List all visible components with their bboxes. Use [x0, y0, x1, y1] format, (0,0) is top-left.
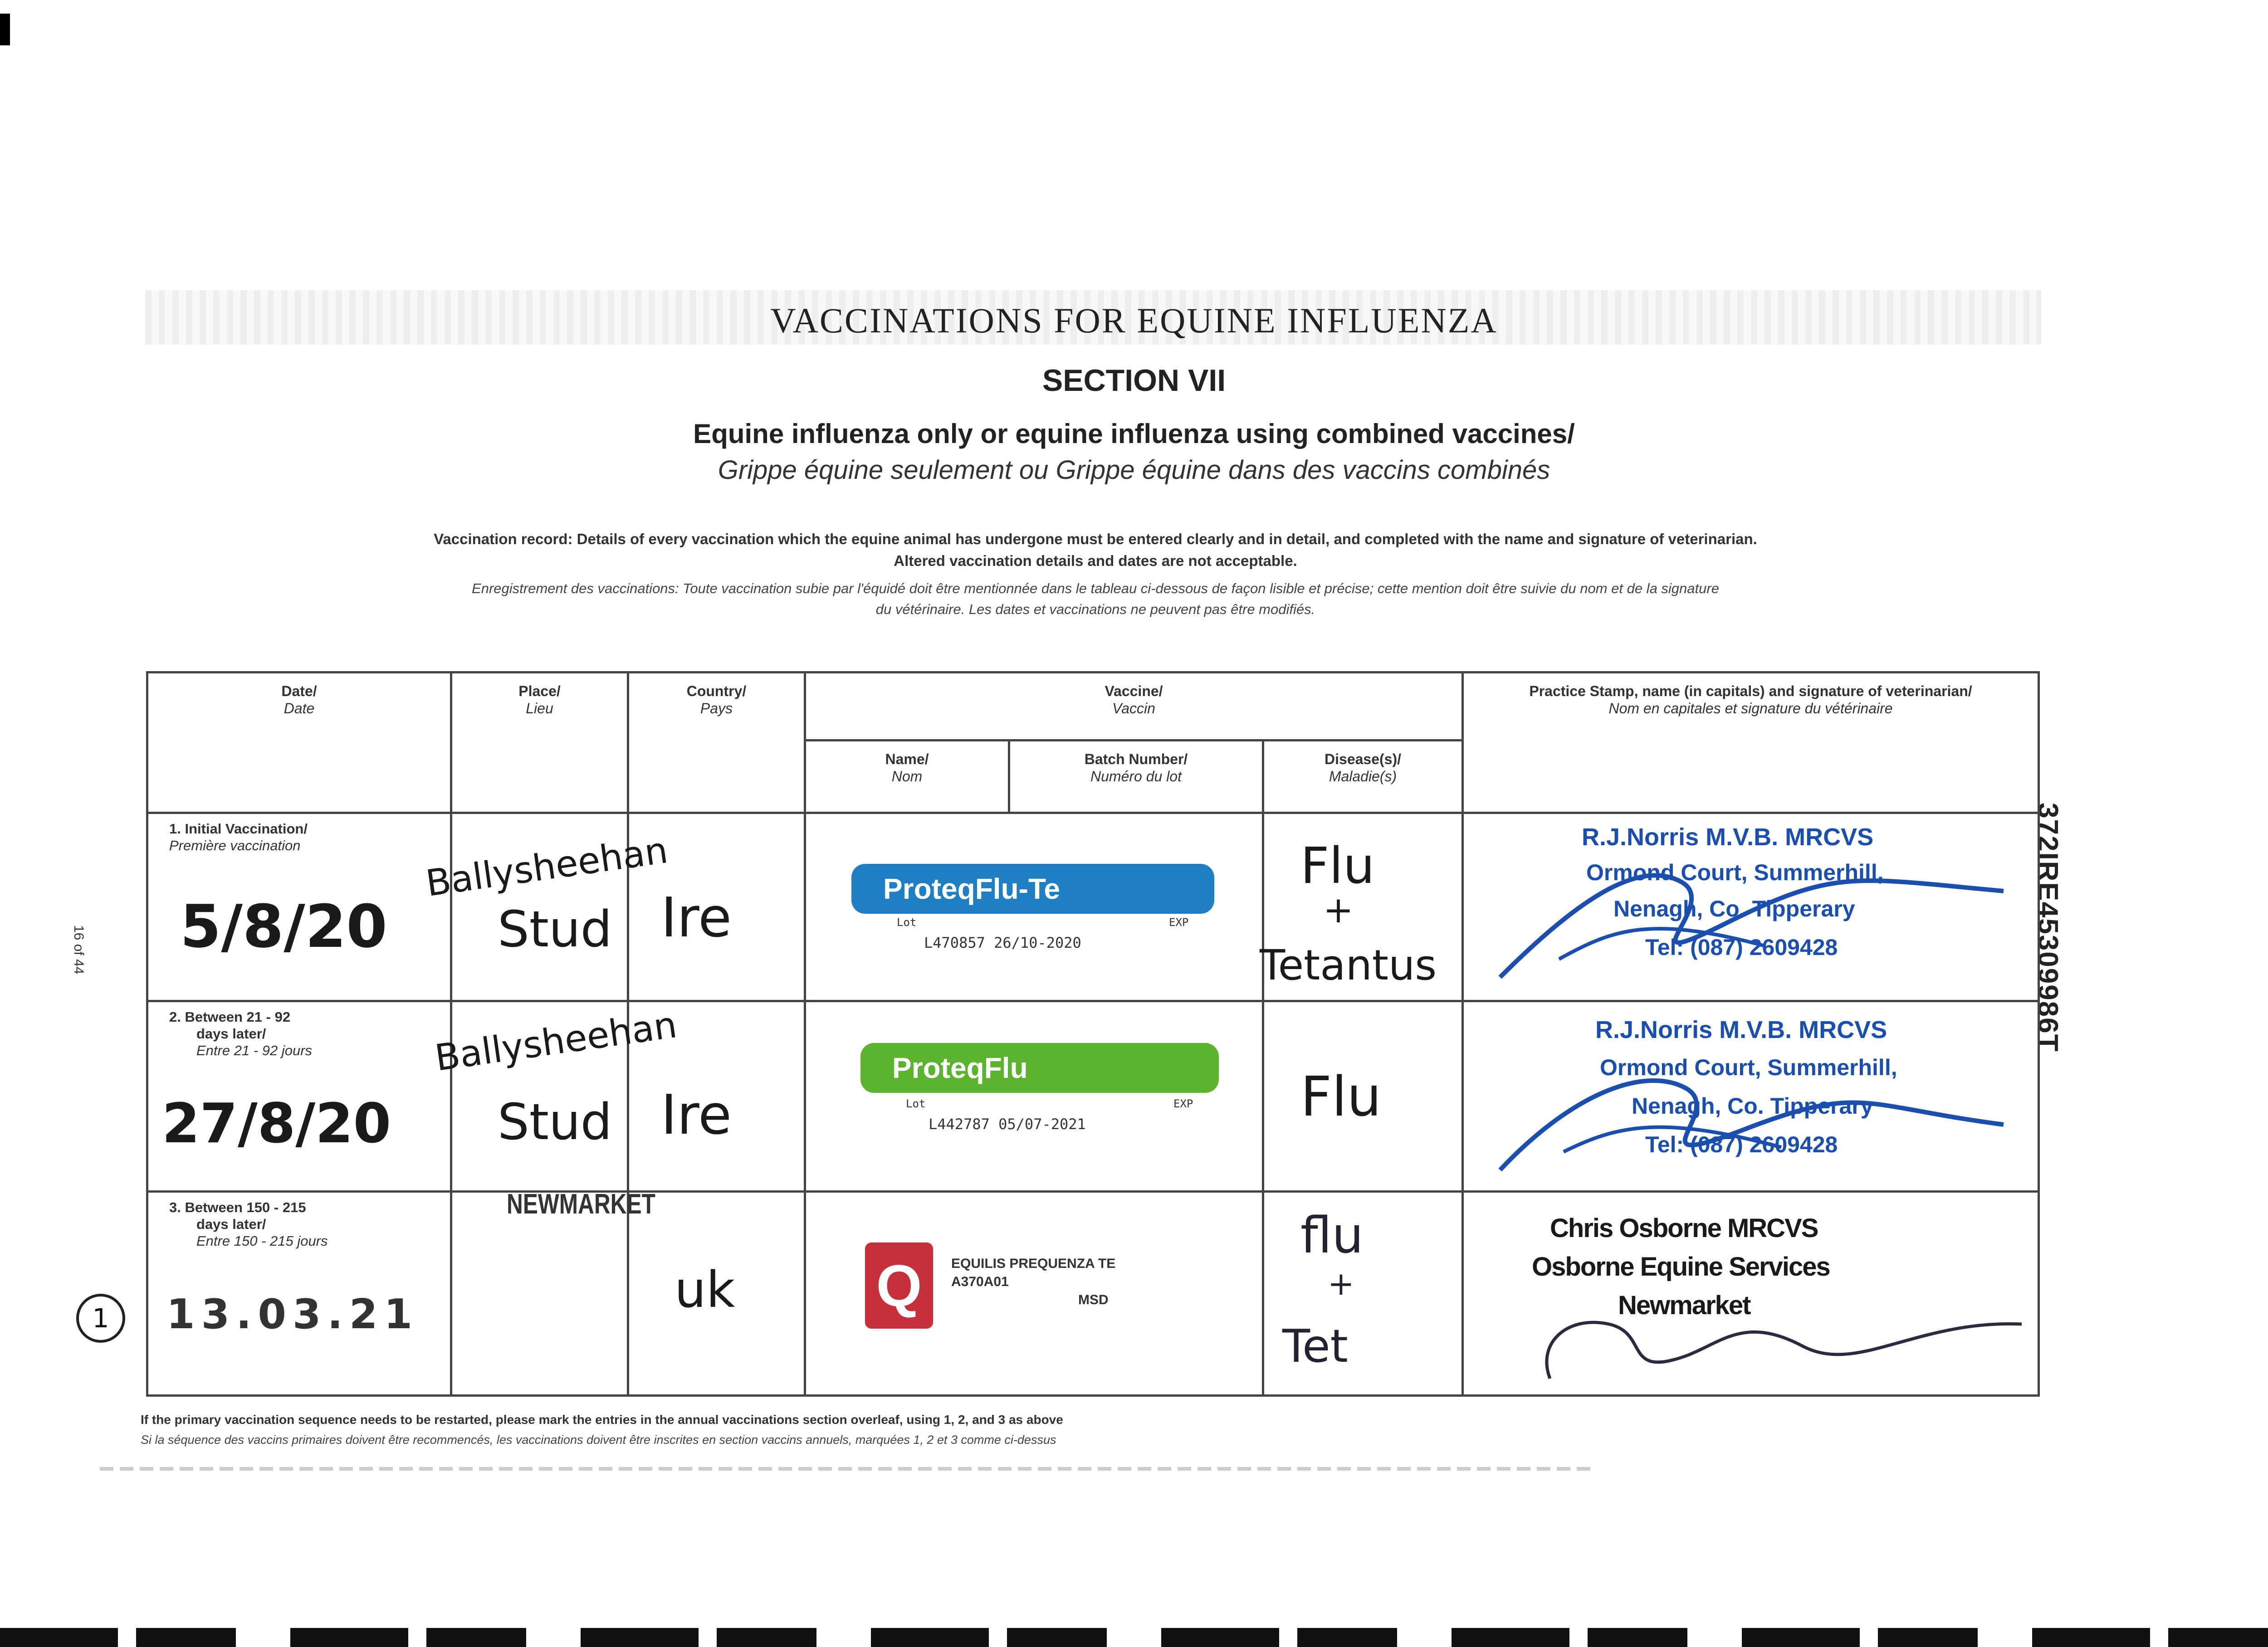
table-row: [147, 1001, 2039, 1192]
subtitle-en: Equine influenza only or equine influenza using combined vaccines/: [693, 419, 1575, 449]
lot-label: Lot: [906, 1097, 926, 1110]
row-3-place-cell: [451, 1189, 655, 1396]
exp-label: EXP: [1173, 1097, 1193, 1110]
record-en-line-1: Vaccination record: Details of every vaccination which the equine animal has undergone must be entered clearly and in detail, and completed with the name and signature of veterinarian.: [434, 531, 1757, 547]
header-country: Country/ Pays: [628, 672, 805, 813]
batch-number: L470857 26/10-2020: [924, 934, 1081, 951]
row-label-2: days later/: [196, 1216, 266, 1232]
record-instructions-fr: [159, 578, 2032, 620]
row-1-place-cell: [423, 813, 670, 1001]
stamp-address-1: Ormond Court, Summerhill,: [1600, 1055, 1897, 1080]
disease-line-2: +: [1323, 889, 1354, 931]
country: Ire: [661, 1084, 732, 1147]
header-place: Place/ Lieu: [451, 672, 628, 813]
signature: [1491, 841, 2013, 986]
signature: [1491, 1038, 2013, 1184]
country: Ire: [661, 887, 732, 950]
section-heading: SECTION VII: [1042, 363, 1226, 398]
stamp-address-1: Ormond Court, Summerhill,: [1586, 860, 1884, 885]
row-1-date-cell: [147, 813, 451, 1001]
row-3-vaccine-cell: [805, 1192, 1263, 1396]
header-batch-number: Batch Number/ Numéro du lot: [1009, 741, 1263, 813]
subtitle-fr: Grippe équine seulement ou Grippe équine dans des vaccins combinés: [718, 455, 1550, 485]
row-label: 3. Between 150 - 215: [169, 1199, 306, 1215]
row-2-disease-cell: [1263, 1001, 1463, 1192]
exp-label: EXP: [1169, 916, 1189, 929]
header-disease: Disease(s)/ Maladie(s): [1263, 741, 1463, 813]
msd-brand: MSD: [1078, 1292, 1109, 1307]
record-fr-line-2: du vétérinaire. Les dates et vaccinations ne peuvent pas être modifiés.: [875, 601, 1315, 617]
header-practice-stamp: Practice Stamp, name (in capitals) and signature of veterinarian/ Nom en capitales et signature du vétérinaire: [1463, 672, 2039, 813]
record-instructions-en: [159, 528, 2032, 572]
row-3-country-cell: [628, 1192, 805, 1396]
vaccine-batch: A370A01: [951, 1274, 1009, 1289]
row-label: 2. Between 21 - 92: [169, 1009, 291, 1025]
place-line-1: Ballysheehan: [423, 829, 670, 905]
row-2-date-cell: [147, 1001, 451, 1192]
stamp-name: R.J.Norris M.V.B. MRCVS: [1595, 1016, 1887, 1043]
footnote-fr: Si la séquence des vaccins primaires doivent être recommencés, les vaccinations doivent être inscrites en section vaccins annuels, marquées 1, 2 et 3 comme ci-dessus: [141, 1433, 1056, 1447]
vaccination-date: 27/8/20: [162, 1092, 391, 1155]
stamp-name: R.J.Norris M.V.B. MRCVS: [1582, 824, 1874, 851]
signature: [1532, 1261, 2031, 1392]
row-label-fr: Première vaccination: [169, 838, 301, 853]
vaccination-date: 13.03.21: [166, 1291, 419, 1338]
disease-line-3: Tet: [1282, 1320, 1348, 1373]
country: uk: [675, 1261, 735, 1319]
row-label-2: days later/: [196, 1026, 266, 1042]
footnote-en: If the primary vaccination sequence needs to be restarted, please mark the entries in the annual vaccinations section overleaf, using 1, 2, and 3 as above: [141, 1413, 1063, 1427]
place-line-2: Stud: [498, 1093, 612, 1151]
row-2-stamp-cell: [1463, 1001, 2039, 1192]
stamp-address-2: Nenagh, Co. Tipperary: [1613, 896, 1855, 921]
header-vaccine-name: Name/ Nom: [805, 741, 1009, 813]
scan-corner-mark: [0, 14, 10, 45]
row-2-country-cell: [628, 1001, 805, 1192]
restart-marker: 1: [76, 1294, 125, 1343]
equilis-q-logo: Q: [865, 1243, 933, 1329]
record-fr-line-1: Enregistrement des vaccinations: Toute vaccination subie par l'équidé doit être mentionnée dans le tableau ci-dessous de façon lisible et précise; cette mention doit être suivie du nom et de la signature: [472, 580, 1719, 596]
row-1-disease-cell: [1260, 813, 1463, 1001]
disease-line-2: +: [1328, 1265, 1354, 1302]
page-number: 16 of 44: [71, 925, 86, 975]
page-title: VACCINATIONS FOR EQUINE INFLUENZA: [770, 301, 1498, 340]
header-date: Date/ Date: [147, 672, 451, 813]
stamp-address-2: Nenagh, Co. Tipperary: [1632, 1093, 1873, 1119]
row-label-fr: Entre 21 - 92 jours: [196, 1043, 313, 1058]
footer-divider: [100, 1467, 1597, 1471]
stamp-phone: Tel: (087) 2609428: [1645, 935, 1838, 960]
batch-number: L442787 05/07-2021: [929, 1116, 1086, 1133]
row-2-place-cell: [432, 1001, 679, 1192]
row-2-vaccine-cell: [805, 1001, 1263, 1192]
row-3-stamp-cell: [1463, 1192, 2039, 1396]
record-en-line-2: Altered vaccination details and dates are not acceptable.: [894, 552, 1297, 569]
row-3-disease-cell: [1263, 1192, 1463, 1396]
vaccination-date: 5/8/20: [180, 892, 387, 961]
proteqflu-logo: ProteqFlu: [860, 1043, 1219, 1093]
proteqflu-te-logo: ProteqFlu-Te: [851, 864, 1214, 914]
row-1-country-cell: [628, 813, 805, 1001]
passport-code: 372IRE45309986T: [2032, 803, 2063, 1053]
table-row: [147, 1192, 2039, 1396]
lot-label: Lot: [897, 916, 917, 929]
stamp-name: Chris Osborne MRCVS: [1550, 1213, 1818, 1243]
stamp-practice: Osborne Equine Services: [1532, 1252, 1830, 1282]
header-vaccine: Vaccine/ Vaccin: [805, 672, 1463, 741]
disease-line-1: Flu: [1300, 1066, 1382, 1129]
vaccination-table: [146, 671, 2040, 1397]
stamp-town: Newmarket: [1618, 1291, 1750, 1320]
stamp-phone: Tel: (087) 2609428: [1645, 1132, 1838, 1157]
row-3-date-cell: [147, 1192, 451, 1396]
vaccine-name: EQUILIS PREQUENZA TE: [951, 1256, 1116, 1271]
table-row: [147, 813, 2039, 1001]
disease-line-1: Flu: [1300, 837, 1375, 895]
place-line-2: Stud: [498, 900, 612, 958]
row-1-stamp-cell: [1463, 813, 2039, 1001]
row-label-fr: Entre 150 - 215 jours: [196, 1233, 328, 1249]
disease-line-3: Tetantus: [1260, 941, 1437, 989]
disease-line-1: flu: [1300, 1206, 1364, 1264]
bottom-edge-print: [0, 1628, 2268, 1647]
place: NEWMARKET: [507, 1189, 655, 1220]
row-label: 1. Initial Vaccination/: [169, 821, 308, 837]
place-line-1: Ballysheehan: [432, 1004, 679, 1079]
row-1-vaccine-cell: [805, 813, 1263, 1001]
